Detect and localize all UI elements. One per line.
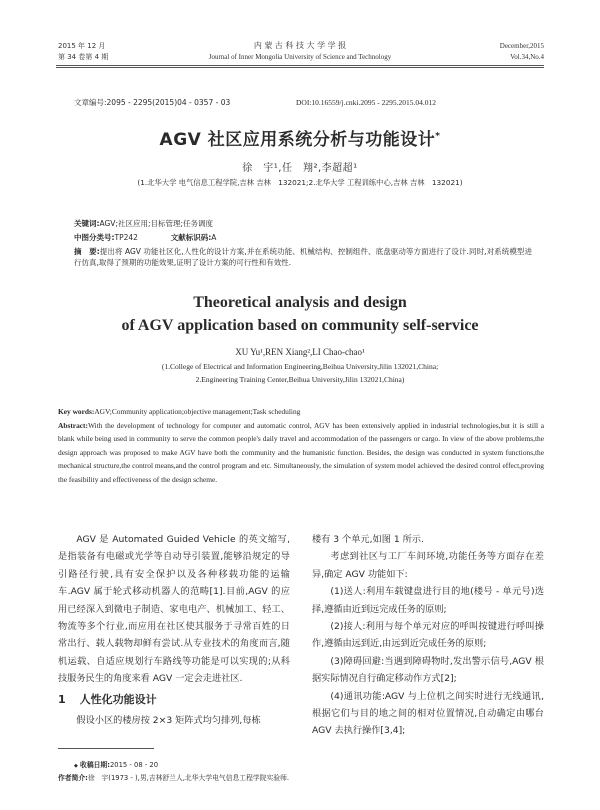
keywords-en-text: AGV;Community application;objective management;Task scheduling <box>94 407 301 416</box>
clc-label: 中图分类号: <box>74 233 115 242</box>
affiliation-en-1: (1.College of Electrical and Information Engineering,Beihua University,Jilin 132021,China; <box>161 362 439 371</box>
header-volume-en: Vol.34,No.4 <box>510 53 544 61</box>
authors-cn: 徐 宇¹,任 翔²,李超超¹ <box>242 163 358 174</box>
list-item: (1)送人:利用车载键盘进行目的地(楼号 - 单元号)选择,遵循由近到远完成任务的原则; <box>312 586 544 615</box>
list-item: (2)接人:利用与每个单元对应的呼叫按键进行呼叫操作,遵循由远到近,由远到近完成任务的原则; <box>312 621 544 650</box>
header-journal-en: Journal of Inner Mongolia University of Science and Technology <box>208 53 392 61</box>
clc-value: TP242 <box>114 233 138 242</box>
authors-en: XU Yu¹,REN Xiang²,LI Chao-chao¹ <box>235 347 365 357</box>
section-1-paragraph: 假设小区的楼房按 2×3 矩阵式均匀排列,每栋 <box>76 715 261 726</box>
section-1-number: 1 <box>58 693 66 706</box>
doc-code-value: A <box>211 233 217 242</box>
affiliation-en-2: 2.Engineering Training Center,Beihua University,Jilin 132021,China) <box>195 375 405 384</box>
author-bio-value: 徐 宇(1973 - ),男,吉林舒兰人,北华大学电气信息工程学院实验师. <box>87 774 290 782</box>
keywords-en-label: Key words: <box>58 407 95 416</box>
received-value: 2015 - 08 - 20 <box>109 761 159 769</box>
abstract-cn-label: 摘 要: <box>74 247 100 256</box>
doc-code-label: 文献标识码: <box>170 233 212 242</box>
keywords-cn-text: AGV;社区应用;目标管理;任务调度 <box>99 219 214 228</box>
header-volume-cn: 第 34 卷第 4 期 <box>58 53 109 61</box>
doi: DOI:10.16559/j.cnki.2095 - 2295.2015.04.012 <box>296 98 436 107</box>
title-en-line1: Theoretical analysis and design <box>193 294 407 311</box>
received-label: 收稿日期: <box>80 761 110 769</box>
abstract-en-text: With the development of technology for computer and automatic control, AGV has been extensively applied in industrial technologies,but it is still a blank while being used in community to serve the common people's daily travel and accommodation of the passengers or cargo. In view of the above problems,the design approach was proposed to make AGV have both the community and the humanistic function. Besides, the design was conducted in system functions,the mechanical structure,the control means,and the control program and etc. Simultaneously, the simulation of system model achieved the desired control effect,proving the feasibility and effectiveness of the design scheme. <box>58 421 544 484</box>
abstract-cn-text: 提出将 AGV 功能社区化,人性化的设计方案,并在系统功能、机械结构、控制组件、底盘驱动等方面进行了设计.同时,对系统模型进行仿真,取得了预期的功能效果,证明了设计方案的可行性和有效性. <box>74 247 532 267</box>
keywords-en <box>58 405 544 418</box>
title-cn <box>0 125 600 150</box>
intro-paragraph: AGV 是 Automated Guided Vehicle 的英文缩写,是指装备有电磁或光学等自动导引装置,能够沿规定的导引路径行驶,具有安全保护以及各种移载功能的运输车.AGV 属于轮式移动机器人的范畴[1].目前,AGV 的应用已经深入到微电子制造、家电电产、机械加工、轻工、物流等多个行业,而应用在社区使其服务于寻常百姓的日常出行、载人载物却鲜有尝试.从专业技术的角度而言,随机运载、自适应规划行车路线等功能是可以实现的;从科技服务民生的角度来看 AGV 一定会走进社区. <box>58 534 290 685</box>
right-intro-line: 楼有 3 个单元,如图 1 所示. <box>312 534 424 545</box>
title-footnote-mark: * <box>435 131 441 142</box>
affiliation-cn: (1.北华大学 电气信息工程学院,吉林 吉林 132021;2.北华大学 工程训练中心,吉林 吉林 132021) <box>137 178 463 187</box>
list-item: (3)障碍回避:当遇到障碍物时,发出警示信号,AGV 根据实际情况自行确定移动作方式[2]; <box>312 655 544 685</box>
header-date-cn: 2015 年 12 月 <box>58 42 106 50</box>
title-en-line2: of AGV application based on community self-service <box>121 317 479 334</box>
right-paragraph-2: 考虑到社区与工厂车间环境,功能任务等方面存在差异,确定 AGV 功能如下: <box>312 551 544 580</box>
abstract-en-label: Abstract: <box>58 421 88 430</box>
author-bio <box>58 773 289 784</box>
header-rule-top <box>56 65 544 66</box>
header-journal-cn: 内 蒙 古 科 技 大 学 学 报 <box>253 41 347 50</box>
title-cn-text: AGV 社区应用系统分析与功能设计 <box>159 130 436 150</box>
header-rule-bottom <box>56 67 544 68</box>
classification-line <box>74 232 216 243</box>
section-1-title: 人性化功能设计 <box>79 693 157 706</box>
article-number: 文章编号:2095 - 2295(2015)04 - 0357 - 03 <box>74 98 231 107</box>
section-1-body <box>58 712 290 729</box>
keywords-cn-label: 关键词: <box>74 219 100 228</box>
footnote-rule <box>58 748 154 749</box>
abstract-cn <box>74 246 532 268</box>
section-1-heading <box>58 691 157 707</box>
body-left-column <box>58 531 290 688</box>
author-bio-label: 作者简介: <box>58 774 88 782</box>
received-date: ◆ 收稿日期:2015 - 08 - 20 <box>74 761 159 769</box>
list-item: (4)通讯功能:AGV 与上位机之间实时进行无线通讯,根据它们与目的地之间的相对位置情况,自动确定由哪台 AGV 去执行操作[3,4]; <box>312 690 544 737</box>
body-right-column <box>312 531 544 740</box>
keywords-cn <box>74 218 213 229</box>
abstract-en <box>58 419 544 486</box>
header-date-en: December,2015 <box>499 42 544 50</box>
